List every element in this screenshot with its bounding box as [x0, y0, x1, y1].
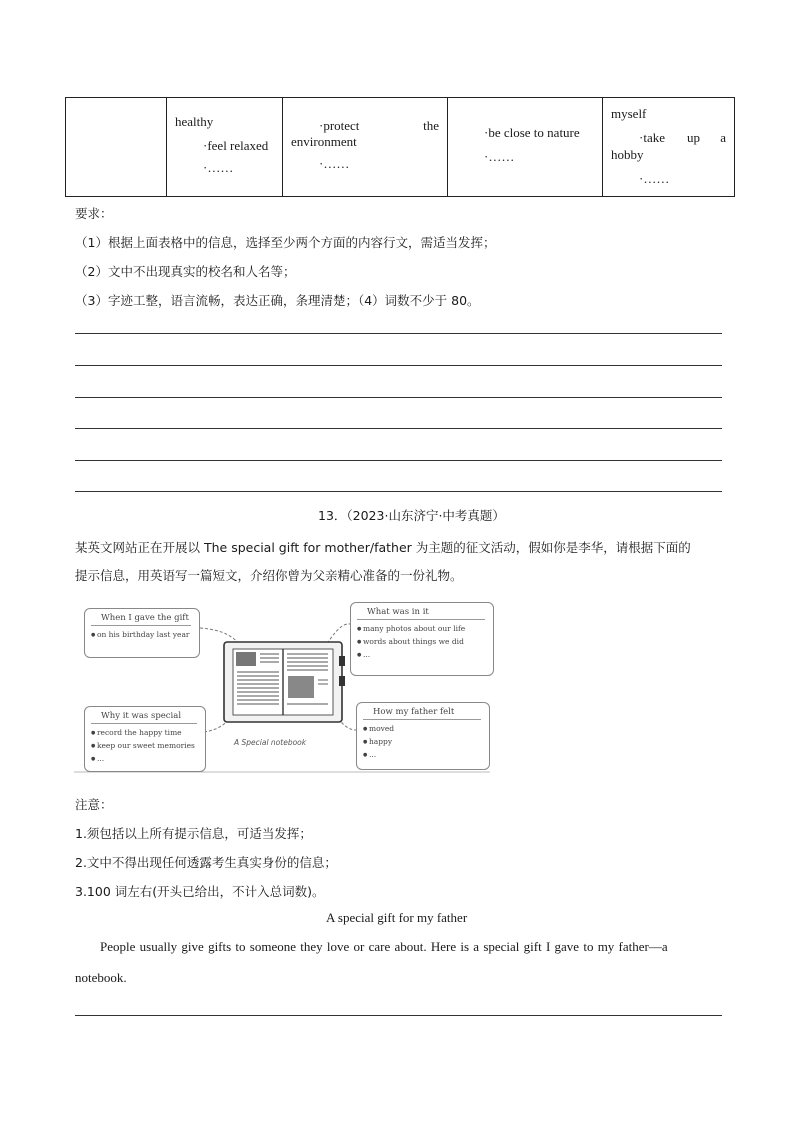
- hint-box-item: ● ...: [357, 750, 489, 759]
- notebook-icon: [224, 642, 345, 722]
- writing-line[interactable]: [75, 397, 722, 398]
- prompt-diagram: [74, 598, 494, 776]
- cell-text: a: [720, 130, 726, 145]
- table-cell-aspect: [66, 98, 166, 196]
- essay-title: A special gift for my father: [326, 910, 468, 925]
- cell-text: environment: [291, 134, 357, 149]
- note-item: 3.100 词左右(开头已给出，不计入总词数)。: [75, 884, 325, 899]
- hint-box-item: ● happy: [357, 737, 489, 746]
- writing-line[interactable]: [75, 460, 722, 461]
- cell-text: up: [687, 130, 700, 145]
- table-cell-health: [166, 98, 282, 196]
- hint-box-item: ● many photos about our life: [351, 624, 493, 633]
- table-cell-nature: [447, 98, 602, 196]
- essay-opening: People usually give gifts to someone they love or care about. Here is a special gift I gave to my father—a: [100, 939, 668, 954]
- table-cell-myself: [602, 98, 734, 196]
- requirement-item: （3）字迹工整，语言流畅，表达正确，条理清楚；（4）词数不少于 80。: [75, 293, 480, 308]
- cell-text: ·protect: [319, 118, 360, 133]
- hint-box-item: ● record the happy time: [85, 728, 205, 737]
- cell-text: ·……: [639, 171, 670, 186]
- hint-box-item: ● ...: [351, 650, 493, 659]
- requirement-item: （1）根据上面表格中的信息，选择至少两个方面的内容行文，需适当发挥；: [75, 235, 496, 250]
- question-number: 13．（2023·山东济宁·中考真题）: [318, 508, 505, 523]
- writing-line[interactable]: [75, 491, 722, 492]
- hint-box-item: ● keep our sweet memories: [85, 741, 205, 750]
- hint-box-item: ● moved: [357, 724, 489, 733]
- cell-text: myself: [611, 106, 647, 121]
- writing-line[interactable]: [75, 365, 722, 366]
- hint-box-title: When I gave the gift: [91, 609, 191, 626]
- info-table: [65, 97, 735, 197]
- hint-box-what: [350, 602, 494, 676]
- question-prompt: 提示信息，用英语写一篇短文，介绍你曾为父亲精心准备的一份礼物。: [75, 568, 463, 583]
- note-item: 2.文中不得出现任何透露考生真实身份的信息；: [75, 855, 337, 870]
- cell-text: healthy: [175, 114, 214, 129]
- hint-box-item: ● on his birthday last year: [85, 630, 199, 639]
- cell-text: ·……: [484, 149, 515, 164]
- requirement-item: （2）文中不出现真实的校名和人名等；: [75, 264, 296, 279]
- hint-box-title: Why it was special: [91, 707, 197, 724]
- essay-opening: notebook.: [75, 970, 127, 985]
- writing-line[interactable]: [75, 428, 722, 429]
- table-cell-environment: [282, 98, 447, 196]
- writing-line[interactable]: [75, 333, 722, 334]
- note-item: 1.须包括以上所有提示信息，可适当发挥；: [75, 826, 312, 841]
- writing-line[interactable]: [75, 1015, 722, 1016]
- question-prompt: 某英文网站正在开展以 The special gift for mother/father 为主题的征文活动，假如你是李华，请根据下面的: [75, 540, 691, 555]
- cell-text: hobby: [611, 147, 644, 162]
- cell-text: the: [423, 118, 439, 133]
- hint-box-why: [84, 706, 206, 772]
- cell-text: ·……: [203, 160, 234, 175]
- hint-box-item: ● words about things we did: [351, 637, 493, 646]
- cell-text: ·be close to nature: [484, 125, 580, 140]
- notes-heading: 注意：: [75, 797, 113, 812]
- requirements-heading: 要求：: [75, 206, 113, 221]
- cell-text: ·take: [639, 130, 665, 145]
- hint-box-title: How my father felt: [363, 703, 481, 720]
- cell-text: ·feel relaxed: [203, 138, 269, 153]
- cell-text: ·……: [319, 156, 350, 171]
- notebook-caption: A Special notebook: [234, 738, 307, 747]
- hint-box-how: [356, 702, 490, 770]
- hint-box-when: [84, 608, 200, 658]
- hint-box-title: What was in it: [357, 603, 485, 620]
- hint-box-item: ● ...: [85, 754, 205, 763]
